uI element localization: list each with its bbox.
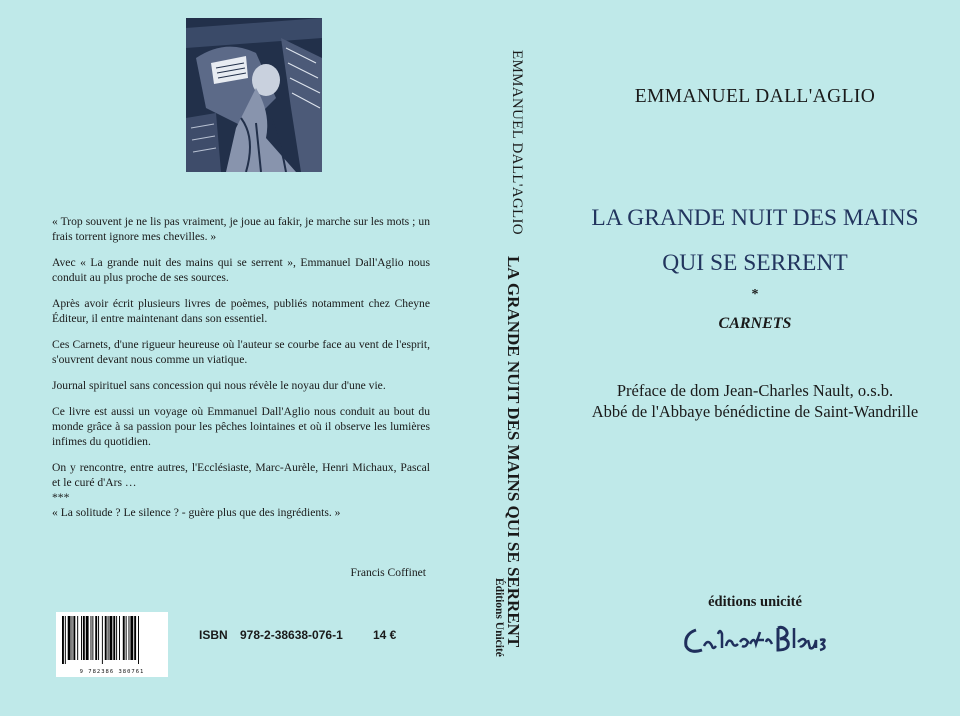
blurb-paragraph: Ce livre est aussi un voyage où Emmanuel Dall'Aglio nous conduit au bout du monde grâce à sa passion pour les pêches lointaines et où il observe les lumières infimes du quotidien. bbox=[52, 405, 430, 448]
isbn-label: ISBN bbox=[199, 628, 228, 642]
front-title-line-2: QUI SE SERRENT bbox=[662, 250, 848, 276]
carnets-bleus-logo bbox=[682, 620, 832, 660]
blurb-paragraph: « Trop souvent je ne lis pas vraiment, je joue au fakir, je marche sur les mots ; un frais torrent ignore mes chevilles. » bbox=[52, 215, 430, 243]
blurb-paragraph: On y rencontre, entre autres, l'Ecclésiaste, Marc-Aurèle, Henri Michaux, Pascal et le curé d'Ars … bbox=[52, 461, 430, 489]
spine-publisher: Éditions Unicité bbox=[493, 578, 505, 657]
price: 14 € bbox=[373, 628, 397, 642]
spine-author: EMMANUEL DALL'AGLIO bbox=[509, 50, 525, 235]
closing-quote: « La solitude ? Le silence ? - guère plus que des ingrédients. » bbox=[52, 506, 341, 519]
woodcut-illustration bbox=[186, 18, 322, 172]
blurb-paragraph: Avec « La grande nuit des mains qui se serrent », Emmanuel Dall'Aglio nous conduit au plus proche de ses sources. bbox=[52, 256, 430, 284]
back-cover-blurb bbox=[52, 214, 430, 520]
blurb-paragraph: Journal spirituel sans concession qui nous révèle le noyau dur d'une vie. bbox=[52, 379, 386, 392]
barcode-digits: 9 782386 380761 bbox=[79, 669, 145, 675]
preface-line-1: Préface de dom Jean-Charles Nault, o.s.b. bbox=[616, 381, 894, 400]
spine-title: LA GRANDE NUIT DES MAINS QUI SE SERRENT bbox=[504, 256, 523, 648]
reading-figure-image bbox=[186, 18, 322, 172]
preface-line-2: Abbé de l'Abbaye bénédictine de Saint-Wandrille bbox=[591, 402, 919, 421]
blurb-separator: *** bbox=[52, 491, 70, 504]
blurb-paragraph: Après avoir écrit plusieurs livres de poèmes, publiés notamment chez Cheyne Éditeur, il entre maintenant dans son essentiel. bbox=[52, 297, 430, 325]
front-subtitle: CARNETS bbox=[718, 315, 792, 332]
title-separator-star: * bbox=[751, 287, 759, 302]
blurb-signature: Francis Coffinet bbox=[350, 566, 426, 579]
logo-lettering bbox=[682, 620, 832, 660]
isbn-number: 978-2-38638-076-1 bbox=[240, 628, 343, 642]
blurb-paragraph: Ces Carnets, d'une rigueur heureuse où l'auteur se courbe face au vent de l'esprit, s'ouvrent devant nous comme un viatique. bbox=[52, 338, 430, 366]
front-publisher: éditions unicité bbox=[708, 594, 802, 610]
front-title-line-1: LA GRANDE NUIT DES MAINS bbox=[591, 205, 919, 231]
barcode bbox=[56, 612, 168, 677]
front-author: EMMANUEL DALL'AGLIO bbox=[634, 86, 876, 107]
barcode-bars bbox=[62, 616, 162, 664]
